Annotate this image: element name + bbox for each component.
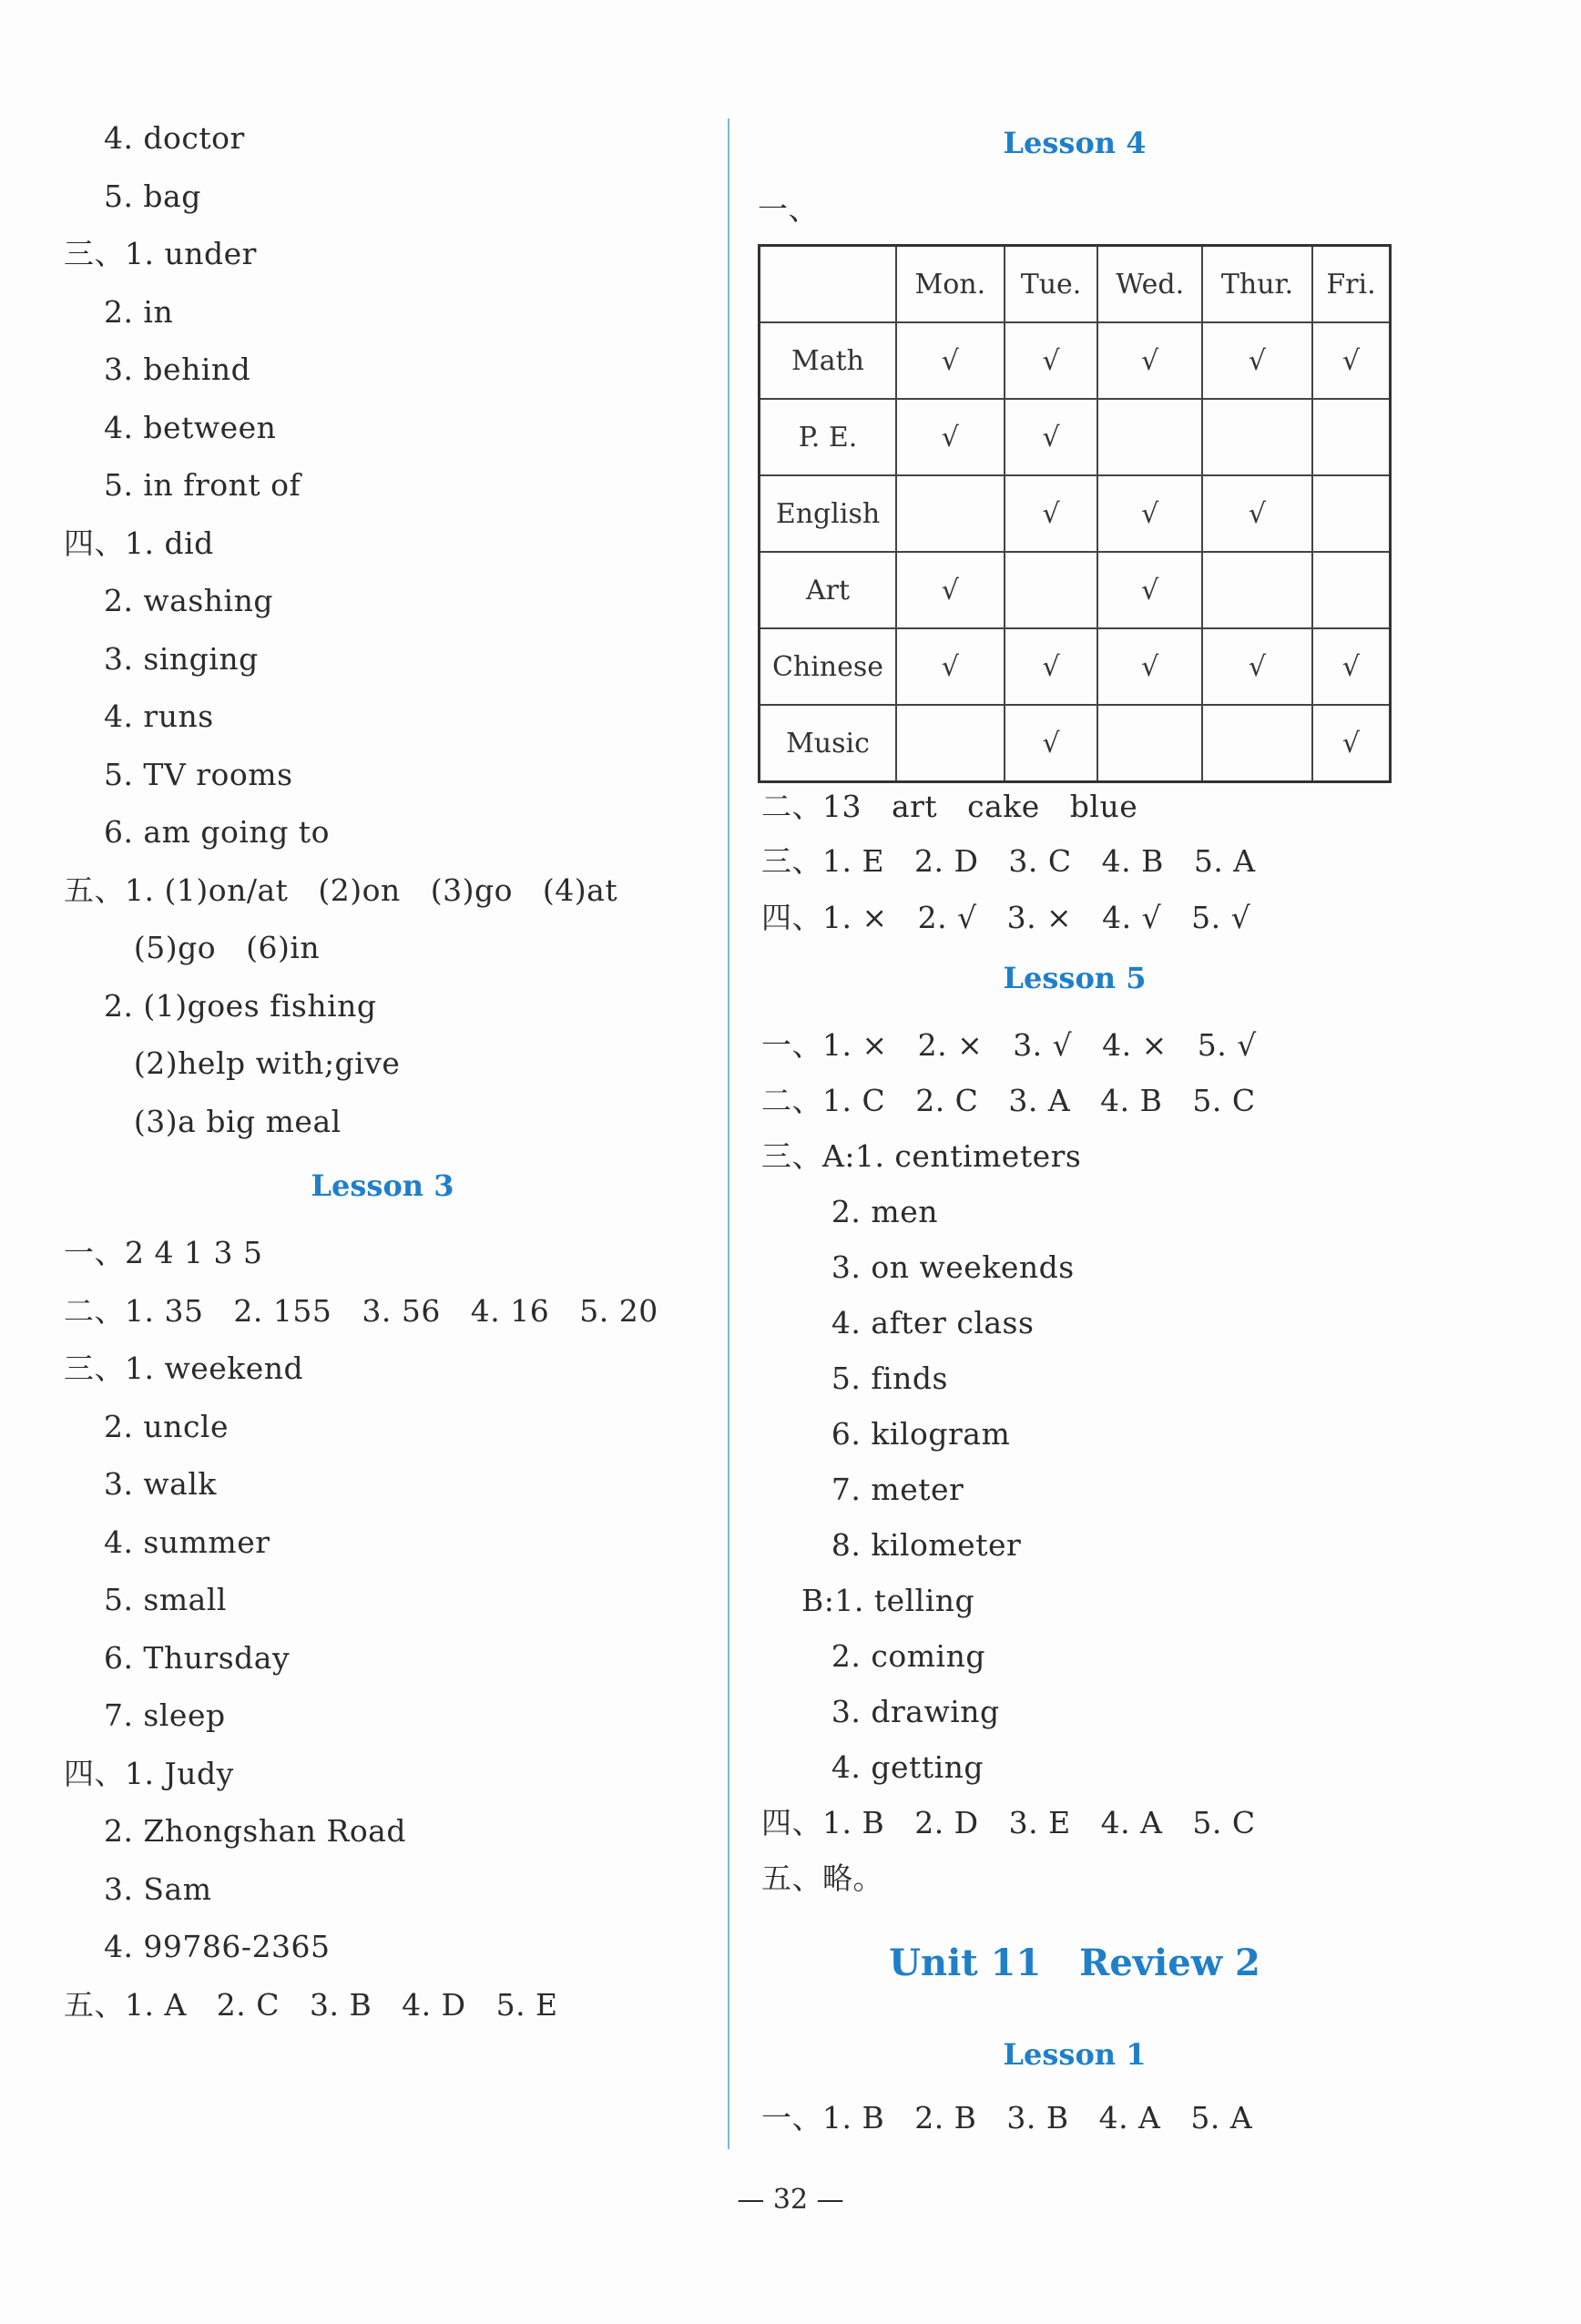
lesson-3-heading: Lesson 3	[311, 1168, 454, 1203]
answer-line: 5. in front of	[64, 467, 301, 503]
answer-line: 一、1. × 2. × 3. √ 4. × 5. √	[761, 1027, 1257, 1063]
lesson-1-heading: Lesson 1	[1003, 2037, 1147, 2072]
answer-line: 2. coming	[761, 1638, 985, 1674]
answer-line: 6. am going to	[64, 814, 330, 850]
answer-line: 三、1. under	[64, 236, 257, 271]
answer-line: 3. on weekends	[761, 1249, 1075, 1285]
answer-line: 4. between	[64, 410, 277, 445]
subject-cell: Math	[760, 322, 897, 399]
check-cell	[1202, 552, 1312, 628]
check-cell: √	[1097, 552, 1202, 628]
table-row	[760, 399, 1391, 475]
answer-line: 5. small	[64, 1582, 227, 1617]
answer-line: 四、1. B 2. D 3. E 4. A 5. C	[761, 1805, 1256, 1840]
table-header-cell: Mon.	[896, 246, 1005, 323]
table-header-cell	[760, 246, 897, 323]
answer-line: 4. doctor	[64, 120, 245, 156]
answer-line: 三、A:1. centimeters	[761, 1138, 1082, 1174]
answer-line: 4. getting	[761, 1749, 984, 1785]
lesson-5-heading: Lesson 5	[1003, 961, 1147, 995]
table-header-cell: Fri.	[1312, 246, 1391, 323]
answer-line: 一、2 4 1 3 5	[64, 1235, 263, 1270]
check-cell: √	[1202, 628, 1312, 705]
check-cell: √	[896, 552, 1005, 628]
answer-line: 6. kilogram	[761, 1416, 1011, 1452]
check-cell: √	[1005, 475, 1098, 552]
answer-line: 一、1. B 2. B 3. B 4. A 5. A	[761, 2100, 1253, 2135]
answer-line: 2. men	[761, 1194, 938, 1229]
answer-line: 五、略。	[761, 1860, 883, 1896]
answer-line: 四、1. Judy	[64, 1756, 234, 1791]
check-cell: √	[1202, 322, 1312, 399]
answer-line: (2)help with;give	[64, 1045, 401, 1081]
answer-line: 5. TV rooms	[64, 757, 293, 792]
lesson-4-heading: Lesson 4	[1003, 126, 1147, 160]
answer-line: 四、1. did	[64, 525, 214, 561]
check-cell: √	[1312, 322, 1391, 399]
answer-line: 三、1. E 2. D 3. C 4. B 5. A	[761, 843, 1256, 879]
table-row	[760, 322, 1391, 399]
table-row	[760, 552, 1391, 628]
unit-heading: Unit 11 Review 2	[889, 1942, 1260, 1984]
answer-line: 3. Sam	[64, 1871, 212, 1907]
answer-line: (5)go (6)in	[64, 930, 321, 965]
answer-line: 5. bag	[64, 178, 201, 214]
answer-line: 二、1. 35 2. 155 3. 56 4. 16 5. 20	[64, 1293, 658, 1329]
check-cell	[1005, 552, 1098, 628]
table-header-row	[760, 246, 1391, 323]
subject-cell: Chinese	[760, 628, 897, 705]
answer-line: 7. sleep	[64, 1697, 226, 1733]
subject-cell: Music	[760, 705, 897, 782]
answer-line: 3. walk	[64, 1466, 217, 1502]
check-cell	[896, 475, 1005, 552]
answer-line: 3. drawing	[761, 1694, 1000, 1729]
check-cell: √	[1097, 475, 1202, 552]
check-cell: √	[1005, 705, 1098, 782]
answer-line: B:1. telling	[761, 1583, 975, 1618]
check-cell	[1202, 399, 1312, 475]
check-cell: √	[896, 322, 1005, 399]
check-cell: √	[1005, 399, 1098, 475]
table-header-cell: Thur.	[1202, 246, 1312, 323]
answer-line: 2. in	[64, 294, 174, 330]
check-cell: √	[1312, 628, 1391, 705]
table-header-cell: Wed.	[1097, 246, 1202, 323]
answer-line: 2. uncle	[64, 1409, 230, 1444]
answer-line: 4. after class	[761, 1305, 1035, 1340]
check-cell: √	[896, 399, 1005, 475]
check-cell: √	[1097, 322, 1202, 399]
table-row	[760, 475, 1391, 552]
answer-line: 四、1. × 2. √ 3. × 4. √ 5. √	[761, 900, 1251, 935]
check-cell: √	[1005, 628, 1098, 705]
subject-cell: Art	[760, 552, 897, 628]
table-row	[760, 628, 1391, 705]
answer-line: 2. (1)goes fishing	[64, 988, 377, 1024]
answer-line: 4. runs	[64, 698, 214, 734]
check-cell	[1202, 705, 1312, 782]
answer-line: 3. singing	[64, 641, 259, 677]
subject-cell: P. E.	[760, 399, 897, 475]
table-header-cell: Tue.	[1005, 246, 1098, 323]
answer-line: 5. finds	[761, 1361, 948, 1396]
answer-line: 五、1. (1)on/at (2)on (3)go (4)at	[64, 872, 618, 908]
check-cell	[896, 705, 1005, 782]
answer-line: 8. kilometer	[761, 1527, 1022, 1563]
check-cell	[1312, 399, 1391, 475]
column-divider	[728, 118, 729, 2149]
table-row	[760, 705, 1391, 782]
check-cell	[1312, 552, 1391, 628]
answer-line: 4. summer	[64, 1524, 270, 1560]
answer-line: 2. Zhongshan Road	[64, 1813, 406, 1849]
answer-line: 二、13 art cake blue	[761, 789, 1138, 824]
section-label: 一、	[758, 191, 819, 227]
check-cell: √	[1312, 705, 1391, 782]
check-cell	[1097, 399, 1202, 475]
answer-line: 3. behind	[64, 352, 251, 387]
answer-line: 五、1. A 2. C 3. B 4. D 5. E	[64, 1987, 558, 2023]
answer-line: 6. Thursday	[64, 1640, 291, 1676]
page-number: — 32 —	[737, 2184, 844, 2216]
check-cell: √	[1202, 475, 1312, 552]
check-cell: √	[896, 628, 1005, 705]
answer-line: 2. washing	[64, 583, 273, 618]
check-cell: √	[1005, 322, 1098, 399]
subject-cell: English	[760, 475, 897, 552]
answer-line: 三、1. weekend	[64, 1351, 304, 1386]
answer-line: 二、1. C 2. C 3. A 4. B 5. C	[761, 1083, 1256, 1118]
answer-line: 7. meter	[761, 1472, 964, 1507]
check-cell	[1312, 475, 1391, 552]
check-cell	[1097, 705, 1202, 782]
check-cell: √	[1097, 628, 1202, 705]
answer-line: 4. 99786-2365	[64, 1929, 331, 1964]
schedule-table	[758, 244, 1392, 783]
answer-line: (3)a big meal	[64, 1104, 342, 1139]
